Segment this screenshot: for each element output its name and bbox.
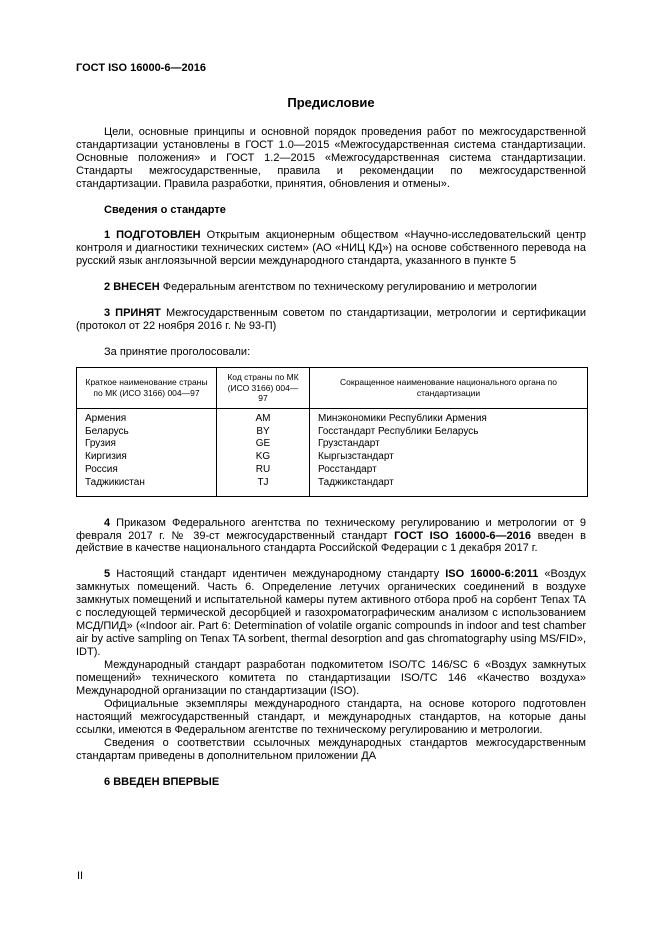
item-3-text: Межгосударственным советом по стандартизации, метрологии и сертификации (протокол от 22 ноября 2016 г. № 93-П) <box>76 306 586 332</box>
cell-org: Минэкономики Республики Армения <box>310 408 588 425</box>
page-number: II <box>77 870 84 882</box>
item-1-text: Открытым акционерным обществом «Научно-исследовательский центр контроля и диагностики технических систем» (АО «НИЦ КД») на основе собственного перевода на русский язык англоязычной версии международного стандарта, указанного в пункте 5 <box>76 229 586 268</box>
cell-code: GE <box>217 438 310 451</box>
cell-code: TJ <box>217 477 310 496</box>
cell-country: Киргизия <box>77 451 217 464</box>
cell-org: Грузстандарт <box>310 438 588 451</box>
item-5-text-after: «Воздух замкнутых помещений. Часть 6. Определение летучих органических соединений в воздухе замкнутых помещений и испытательной камеры путем активного отбора проб на сорбент Tenax TA с последующей термической десорбцией и газохроматографическим анализом с использованием МСД/ПИД» («Indoor air. Part 6: Determination of volatile organic compounds in indoor and test chamber air by active sampling on Tenax TA sorbent, thermal desorption and gas chromatography using MS/FID», IDT). <box>76 568 587 659</box>
item-4-text-after: введен в действие в качестве национального стандарта Российской Федерации с 1 декабря 2017 г. <box>76 529 587 555</box>
voting-table <box>76 367 588 497</box>
paragraph-reference-info: Сведения о соответствии ссылочных международных стандартов межгосударственным стандартам приведены в дополнительном приложении ДА <box>76 737 586 763</box>
column-header-country-code: Код страны по МК (ИСО 3166) 004—97 <box>217 367 310 408</box>
item-4-number: 4 <box>104 516 111 529</box>
page-title: Предисловие <box>287 94 375 110</box>
item-5-standard-designation: ISO 16000-6:2011 <box>445 568 539 581</box>
cell-country: Таджикистан <box>77 477 217 496</box>
cell-code: RU <box>217 464 310 477</box>
column-header-country-name: Краткое наименование страны по МК (ИСО 3166) 004—97 <box>77 367 217 408</box>
table-row <box>77 408 588 425</box>
item-6-number: 6 <box>104 775 111 788</box>
cell-org: Кыргызстандарт <box>310 451 588 464</box>
cell-country: Грузия <box>77 438 217 451</box>
table-row <box>77 464 588 477</box>
item-1-prepared <box>76 229 586 268</box>
cell-country: Армения <box>77 408 217 425</box>
item-3-adopted <box>76 307 586 333</box>
cell-country: Беларусь <box>77 426 217 439</box>
cell-code: AM <box>217 408 310 425</box>
table-header-row <box>77 367 588 408</box>
column-header-national-body: Сокращенное наименование национального органа по стандартизации <box>310 367 588 408</box>
item-2-keyword: ВНЕСЕН <box>113 281 160 294</box>
table-row <box>77 477 588 496</box>
cell-country: Россия <box>77 464 217 477</box>
item-4-standard-designation: ГОСТ ISO 16000-6—2016 <box>394 529 532 542</box>
item-5-number: 5 <box>104 568 111 581</box>
paragraph-developer: Международный стандарт разработан подкомитетом ISO/TC 146/SC 6 «Воздух замкнутых помещений» технического комитета по стандартизации ISO/TC 146 «Качество воздуха» Международной организации по стандартизации (ISO). <box>76 659 586 698</box>
table-row <box>77 438 588 451</box>
cell-code: BY <box>217 426 310 439</box>
item-6-keyword: ВВЕДЕН ВПЕРВЫЕ <box>113 775 220 788</box>
cell-code: KG <box>217 451 310 464</box>
item-2-submitted <box>76 281 586 294</box>
item-6-first-introduced <box>76 776 586 789</box>
document-designation: ГОСТ ISO 16000-6—2016 <box>76 62 206 74</box>
table-row <box>77 451 588 464</box>
vote-intro: За принятие проголосовали: <box>104 345 251 358</box>
cell-org: Таджикстандарт <box>310 477 588 496</box>
item-1-keyword: ПОДГОТОВЛЕН <box>116 229 201 242</box>
item-4-enacted <box>76 517 586 556</box>
paragraph-official-copies: Официальные экземпляры международного стандарта, на основе которого подготовлен настоящий межгосударственный стандарт, и международных стандартов, на которые даны ссылки, имеются в Федеральном агентстве по техническому регулированию и метрологии. <box>76 698 586 737</box>
item-5-text-before: Настоящий стандарт идентичен международному стандарту <box>116 568 440 581</box>
item-2-text: Федеральным агентством по техническому регулированию и метрологии <box>162 281 537 294</box>
cell-org: Госстандарт Республики Беларусь <box>310 426 588 439</box>
cell-org: Росстандарт <box>310 464 588 477</box>
item-1-number: 1 <box>104 229 111 242</box>
table-row <box>77 426 588 439</box>
item-3-number: 3 <box>104 306 111 319</box>
intro-paragraph: Цели, основные принципы и основной порядок проведения работ по межгосударственной стандартизации установлены в ГОСТ 1.0—2015 «Межгосударственная система стандартизации. Основные положения» и ГОСТ 1.2—2015 «Межгосударственная система стандартизации. Стандарты межгосударственные, правила и рекомендации по межгосударственной стандартизации. Правила разработки, принятия, обновления и отмены». <box>76 126 586 191</box>
item-2-number: 2 <box>104 281 111 294</box>
item-4-text-before: Приказом Федерального агентства по техническому регулированию и метрологии от 9 февраля 2017 г. № 39-ст межгосударственный стандарт <box>76 516 587 542</box>
item-3-keyword: ПРИНЯТ <box>115 306 161 319</box>
item-5-identity <box>76 568 586 659</box>
section-heading-standard-info: Сведения о стандарте <box>104 204 226 217</box>
